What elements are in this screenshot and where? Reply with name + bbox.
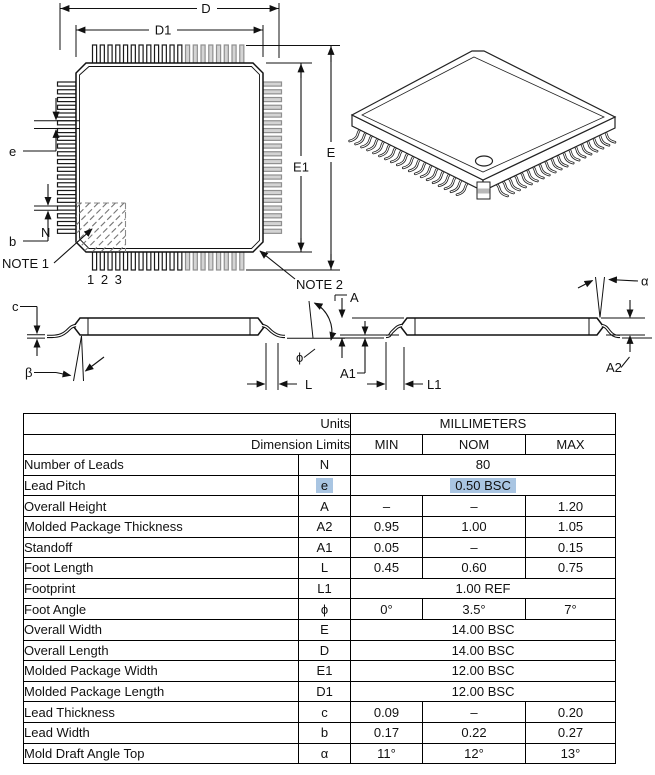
lead-left: [58, 90, 77, 94]
note1-label: NOTE 1: [2, 256, 49, 271]
lead-bottom: [93, 252, 97, 271]
lead-top: [217, 45, 221, 64]
units-value-cell: MILLIMETERS: [351, 414, 616, 435]
table-row: [24, 475, 616, 496]
param-name-cell: Number of Leads: [24, 455, 299, 476]
table-header-units-row: [24, 414, 616, 435]
lead-bottom: [209, 252, 213, 271]
param-name-cell: Overall Height: [24, 496, 299, 517]
lead-bottom: [186, 252, 190, 271]
max-cell: 0.27: [526, 722, 616, 743]
note2-label: NOTE 2: [296, 277, 343, 292]
lead-right: [263, 105, 282, 109]
param-name-cell: Lead Thickness: [24, 702, 299, 723]
dim-label-n: N: [41, 225, 51, 240]
dim-label-lead-width: b: [9, 234, 17, 249]
top-view: [2, 1, 343, 292]
min-cell: 11°: [351, 743, 423, 764]
lead-bottom: [240, 252, 244, 271]
table-row: [24, 743, 616, 764]
lead-left: [58, 98, 77, 102]
span-value-cell: 1.00 REF: [351, 578, 616, 599]
lead-right: [263, 229, 282, 233]
lead-top: [147, 45, 151, 64]
lead-right: [263, 98, 282, 102]
symbol-cell: A: [299, 496, 351, 517]
lead-bottom: [139, 252, 143, 271]
lead-right: [263, 214, 282, 218]
param-name-cell: Molded Package Thickness: [24, 516, 299, 537]
lead-right: [263, 144, 282, 148]
lead-left: [58, 183, 77, 187]
dim-label-beta: β: [25, 365, 33, 380]
param-name-cell: Lead Width: [24, 722, 299, 743]
min-cell: 0.95: [351, 516, 423, 537]
col-header-nom: NOM: [423, 434, 526, 455]
param-name-cell: Overall Length: [24, 640, 299, 661]
min-cell: 0.05: [351, 537, 423, 558]
min-cell: –: [351, 496, 423, 517]
param-name-cell: Foot Angle: [24, 599, 299, 620]
param-name-cell: Overall Width: [24, 619, 299, 640]
lead-bottom: [217, 252, 221, 271]
lead-right: [263, 167, 282, 171]
col-header-min: MIN: [351, 434, 423, 455]
dim-label-alpha: α: [641, 273, 649, 289]
highlighted-value: 0.50 BSC: [450, 478, 516, 493]
dim-label-d1: D1: [154, 22, 172, 38]
nom-cell: 0.60: [423, 558, 526, 579]
corner-lead-band: [478, 189, 490, 194]
lead-top: [116, 45, 120, 64]
lead-top: [232, 45, 236, 64]
side-view-left: [12, 299, 345, 392]
lead-right: [263, 152, 282, 156]
max-cell: 13°: [526, 743, 616, 764]
lead-top: [201, 45, 205, 64]
dim-label-l: L: [305, 377, 313, 392]
dim-label-a1: A1: [340, 366, 356, 381]
lead-left: [58, 222, 77, 226]
lead-right: [263, 183, 282, 187]
dim-label-c: c: [12, 299, 19, 314]
lead-bottom: [170, 252, 174, 271]
lead-bottom: [178, 252, 182, 271]
lead-right: [263, 129, 282, 133]
lead-bottom: [124, 252, 128, 271]
lead-top: [155, 45, 159, 64]
lead-right: [263, 90, 282, 94]
max-cell: 0.75: [526, 558, 616, 579]
nom-cell: –: [423, 537, 526, 558]
lead-bottom: [232, 252, 236, 271]
lead-left: [58, 129, 77, 133]
lead-bottom: [162, 252, 166, 271]
lead-left: [58, 144, 77, 148]
table-row: [24, 640, 616, 661]
param-name-cell: Footprint: [24, 578, 299, 599]
lead-left: [58, 105, 77, 109]
dim-label-d: D: [201, 1, 211, 16]
lead-top: [100, 45, 104, 64]
highlighted-symbol: e: [316, 478, 333, 493]
table-row: [24, 619, 616, 640]
dimension-limits-cell: Dimension Limits: [24, 434, 351, 455]
lead-bottom: [201, 252, 205, 271]
min-cell: 0.09: [351, 702, 423, 723]
symbol-cell: [299, 475, 351, 496]
table-row: [24, 599, 616, 620]
lead-right: [263, 222, 282, 226]
dim-label-e1: E1: [293, 159, 309, 175]
lead-top: [170, 45, 174, 64]
symbol-cell: ϕ: [299, 599, 351, 620]
lead-top: [124, 45, 128, 64]
lead-top: [209, 45, 213, 64]
lead-left: [58, 214, 77, 218]
lead-left: [58, 198, 77, 202]
symbol-cell: D1: [299, 681, 351, 702]
symbol-cell: E1: [299, 661, 351, 682]
table-row: [24, 681, 616, 702]
symbol-cell: L1: [299, 578, 351, 599]
table-row: [24, 558, 616, 579]
min-cell: 0.17: [351, 722, 423, 743]
table-row: [24, 661, 616, 682]
lead-right: [263, 175, 282, 179]
span-value-cell: 14.00 BSC: [351, 619, 616, 640]
lead-right: [263, 206, 282, 210]
param-name-cell: Mold Draft Angle Top: [24, 743, 299, 764]
lead-bottom: [131, 252, 135, 271]
lead-top: [186, 45, 190, 64]
table-header-limits-row: [24, 434, 616, 455]
param-name-cell: Lead Pitch: [24, 475, 299, 496]
nom-cell: 3.5°: [423, 599, 526, 620]
lead-left: [58, 229, 77, 233]
symbol-cell: E: [299, 619, 351, 640]
max-cell: 0.20: [526, 702, 616, 723]
lead-top: [131, 45, 135, 64]
span-value-cell: 12.00 BSC: [351, 681, 616, 702]
min-cell: 0.45: [351, 558, 423, 579]
lead-right: [263, 160, 282, 164]
param-name-cell: Foot Length: [24, 558, 299, 579]
nom-cell: –: [423, 702, 526, 723]
table-row: [24, 516, 616, 537]
symbol-cell: L: [299, 558, 351, 579]
lead-left: [58, 121, 77, 125]
table-row: [24, 496, 616, 517]
dim-label-pitch: e: [9, 144, 17, 159]
lead-bottom: [116, 252, 120, 271]
lead-left: [58, 152, 77, 156]
pin1-dot: [476, 156, 493, 166]
table-row: [24, 455, 616, 476]
lead-left: [58, 160, 77, 164]
dim-label-phi: ϕ: [296, 350, 304, 365]
pin-numbers-label: 1 2 3: [87, 272, 124, 287]
nom-cell: 1.00: [423, 516, 526, 537]
table-row: [24, 578, 616, 599]
dim-label-a: A: [350, 290, 359, 305]
isometric-view: [350, 51, 615, 199]
lead-bottom: [155, 252, 159, 271]
lead-left: [58, 206, 77, 210]
max-cell: 0.15: [526, 537, 616, 558]
col-header-max: MAX: [526, 434, 616, 455]
dimension-table: [23, 413, 616, 764]
lead-right: [263, 198, 282, 202]
symbol-cell: A1: [299, 537, 351, 558]
lead-right: [263, 191, 282, 195]
dim-label-e-overall: E: [326, 145, 336, 160]
dim-label-l1: L1: [427, 377, 442, 392]
symbol-cell: α: [299, 743, 351, 764]
span-value-cell: 80: [351, 455, 616, 476]
table-row: [24, 702, 616, 723]
param-name-cell: Molded Package Width: [24, 661, 299, 682]
max-cell: 1.05: [526, 516, 616, 537]
lead-bottom: [224, 252, 228, 271]
lead-top: [139, 45, 143, 64]
lead-right: [263, 136, 282, 140]
symbol-cell: D: [299, 640, 351, 661]
nom-cell: 12°: [423, 743, 526, 764]
lead-left: [58, 113, 77, 117]
lead-left: [58, 175, 77, 179]
symbol-cell: A2: [299, 516, 351, 537]
lead-bottom: [147, 252, 151, 271]
lead-top: [224, 45, 228, 64]
lead-top: [162, 45, 166, 64]
symbol-cell: N: [299, 455, 351, 476]
side-view-right: [333, 274, 652, 393]
min-cell: 0°: [351, 599, 423, 620]
max-cell: 1.20: [526, 496, 616, 517]
lead-left: [58, 136, 77, 140]
lead-top: [108, 45, 112, 64]
lead-bottom: [100, 252, 104, 271]
param-name-cell: Standoff: [24, 537, 299, 558]
lead-left: [58, 191, 77, 195]
table-row: [24, 722, 616, 743]
lead-right: [263, 82, 282, 86]
nom-cell: –: [423, 496, 526, 517]
symbol-cell: c: [299, 702, 351, 723]
nom-cell: 0.22: [423, 722, 526, 743]
param-name-cell: Molded Package Length: [24, 681, 299, 702]
symbol-cell: b: [299, 722, 351, 743]
lead-top: [93, 45, 97, 64]
lead-right: [263, 113, 282, 117]
units-label-cell: Units: [24, 414, 351, 435]
span-value-cell: 12.00 BSC: [351, 661, 616, 682]
lead-right: [263, 121, 282, 125]
lead-left: [58, 82, 77, 86]
lead-top: [178, 45, 182, 64]
table-row: [24, 537, 616, 558]
lead-bottom: [193, 252, 197, 271]
lead-top: [240, 45, 244, 64]
dim-label-a2: A2: [606, 360, 622, 375]
span-value-cell: 14.00 BSC: [351, 640, 616, 661]
max-cell: 7°: [526, 599, 616, 620]
lead-bottom: [108, 252, 112, 271]
span-value-cell: [351, 475, 616, 496]
lead-top: [193, 45, 197, 64]
lead-left: [58, 167, 77, 171]
